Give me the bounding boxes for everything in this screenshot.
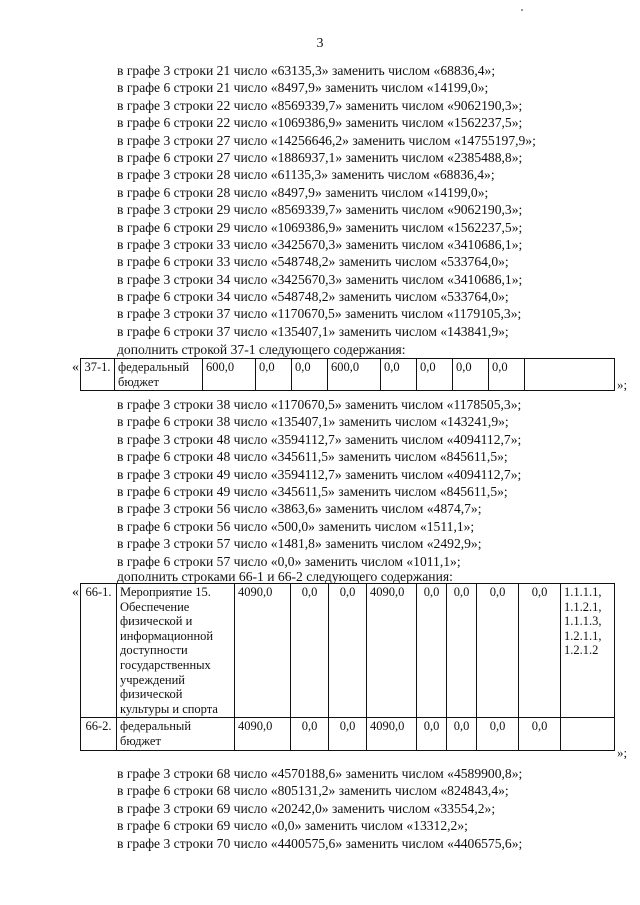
amendment-line: в графе 3 строки 28 число «61135,3» заменить числом «68836,4»;	[117, 167, 495, 183]
table-row	[81, 359, 615, 391]
amendments-block-1	[117, 62, 597, 340]
amendment-line: в графе 6 строки 68 число «805131,2» заменить числом «824843,4»;	[117, 783, 509, 799]
amendment-line: в графе 6 строки 56 число «500,0» заменить числом «1511,1»;	[117, 518, 475, 534]
amendment-line: в графе 6 строки 34 число «548748,2» заменить числом «533764,0»;	[117, 289, 509, 305]
cell-col7: 0,0	[417, 584, 447, 718]
amendment-line: в графе 3 строки 68 число «4570188,6» заменить числом «4589900,8»;	[117, 766, 523, 781]
amendment-line: в графе 6 строки 37 число «135407,1» заменить числом «143841,9»;	[117, 323, 509, 339]
amendment-line: в графе 6 строки 22 число «1069386,9» заменить числом «1562237,5»;	[117, 115, 523, 131]
table1-open-quote: «	[72, 360, 79, 375]
amendment-line: в графе 3 строки 69 число «20242,0» заменить числом «33554,2»;	[117, 800, 496, 816]
code-line: 1.1.2.1,	[564, 599, 602, 614]
amendment-line: в графе 3 строки 29 число «8569339,7» заменить числом «9062190,3»;	[117, 202, 523, 218]
indicator-codes	[561, 718, 615, 750]
amendment-line: в графе 6 строки 69 число «0,0» заменить числом «13312,2»;	[117, 818, 468, 834]
intro-rows-66: дополнить строками 66-1 и 66-2 следующего содержания:	[117, 569, 453, 584]
table1-close-quote: »;	[617, 377, 628, 392]
cell-col8: 0,0	[417, 359, 453, 391]
row-number: 66-1.	[81, 584, 117, 718]
amendment-line: в графе 6 строки 28 число «8497,9» заменить числом «14199,0»;	[117, 184, 489, 200]
cell-col11	[525, 359, 615, 391]
amendment-line: в графе 6 строки 38 число «135407,1» заменить числом «143241,9»;	[117, 414, 509, 430]
indicator-codes	[561, 584, 615, 718]
amendments-block-2	[117, 396, 597, 570]
table-row	[81, 718, 615, 750]
code-line: 1.2.1.2	[564, 643, 599, 658]
amendment-line: в графе 6 строки 27 число «1886937,1» заменить числом «2385488,8»;	[117, 149, 523, 165]
amendments-block-3	[117, 765, 597, 852]
table-row-37-1	[80, 358, 615, 391]
amendment-line: в графе 3 строки 27 число «14256646,2» заменить числом «14755197,9»;	[117, 132, 536, 148]
cell-col3: 600,0	[203, 359, 256, 391]
table2-open-quote: «	[72, 585, 79, 600]
cell-col7: 0,0	[417, 718, 447, 750]
amendment-line: в графе 6 строки 21 число «8497,9» заменить числом «14199,0»;	[117, 80, 489, 96]
cell-col8: 0,0	[447, 584, 477, 718]
cell-col9: 0,0	[477, 584, 519, 718]
amendment-line: в графе 6 строки 48 число «345611,5» заменить числом «845611,5»;	[117, 449, 508, 465]
cell-col6: 600,0	[328, 359, 381, 391]
amendment-line: в графе 6 строки 33 число «548748,2» заменить числом «533764,0»;	[117, 254, 509, 270]
cell-col3: 4090,0	[235, 718, 291, 750]
row-number: 37-1.	[81, 359, 115, 391]
intro-row-37-1: дополнить строкой 37-1 следующего содержания:	[117, 342, 406, 357]
cell-col6: 4090,0	[367, 584, 417, 718]
amendment-line: в графе 6 строки 49 число «345611,5» заменить числом «845611,5»;	[117, 483, 508, 499]
cell-col8: 0,0	[447, 718, 477, 750]
cell-col5: 0,0	[292, 359, 328, 391]
page-number: 3	[316, 36, 324, 51]
table2-close-quote: »;	[617, 745, 628, 760]
scan-speck	[521, 9, 523, 11]
cell-col4: 0,0	[256, 359, 292, 391]
amendment-line: в графе 3 строки 49 число «3594112,7» заменить числом «4094112,7»;	[117, 466, 522, 482]
amendment-line: в графе 3 строки 57 число «1481,8» заменить числом «2492,9»;	[117, 536, 482, 552]
cell-col9: 0,0	[477, 718, 519, 750]
amendment-line: в графе 3 строки 33 число «3425670,3» заменить числом «3410686,1»;	[117, 236, 523, 252]
cell-col5: 0,0	[329, 718, 367, 750]
table-row	[81, 584, 615, 718]
amendment-line: в графе 3 строки 38 число «1170670,5» заменить числом «1178505,3»;	[117, 397, 522, 412]
row-name: федеральный бюджет	[115, 359, 203, 391]
amendment-line: в графе 3 строки 34 число «3425670,3» заменить числом «3410686,1»;	[117, 271, 523, 287]
cell-col10: 0,0	[489, 359, 525, 391]
cell-col7: 0,0	[381, 359, 417, 391]
amendment-line: в графе 3 строки 21 число «63135,3» заменить числом «68836,4»;	[117, 63, 496, 78]
code-line: 1.1.1.3,	[564, 614, 602, 629]
code-line: 1.2.1.1,	[564, 628, 602, 643]
amendment-line: в графе 6 строки 57 число «0,0» заменить числом «1011,1»;	[117, 553, 461, 569]
cell-col5: 0,0	[329, 584, 367, 718]
code-line: 1.1.1.1,	[564, 585, 602, 599]
amendment-line: в графе 3 строки 37 число «1170670,5» заменить числом «1179105,3»;	[117, 306, 522, 322]
row-name: федеральный бюджет	[117, 718, 235, 750]
amendment-line: в графе 3 строки 70 число «4400575,6» заменить числом «4406575,6»;	[117, 835, 523, 851]
amendment-line: в графе 3 строки 48 число «3594112,7» заменить числом «4094112,7»;	[117, 431, 522, 447]
cell-col4: 0,0	[291, 584, 329, 718]
table-rows-66	[80, 583, 615, 751]
cell-col10: 0,0	[519, 718, 561, 750]
amendment-line: в графе 3 строки 22 число «8569339,7» заменить числом «9062190,3»;	[117, 97, 523, 113]
amendment-line: в графе 3 строки 56 число «3863,6» заменить числом «4874,7»;	[117, 501, 482, 517]
row-name: Мероприятие 15. Обеспечение физической и информационной доступности государственных учреждений физической культуры и спорта	[117, 584, 235, 718]
cell-col3: 4090,0	[235, 584, 291, 718]
amendment-line: в графе 6 строки 29 число «1069386,9» заменить числом «1562237,5»;	[117, 219, 523, 235]
cell-col9: 0,0	[453, 359, 489, 391]
cell-col10: 0,0	[519, 584, 561, 718]
cell-col4: 0,0	[291, 718, 329, 750]
row-number: 66-2.	[81, 718, 117, 750]
cell-col6: 4090,0	[367, 718, 417, 750]
